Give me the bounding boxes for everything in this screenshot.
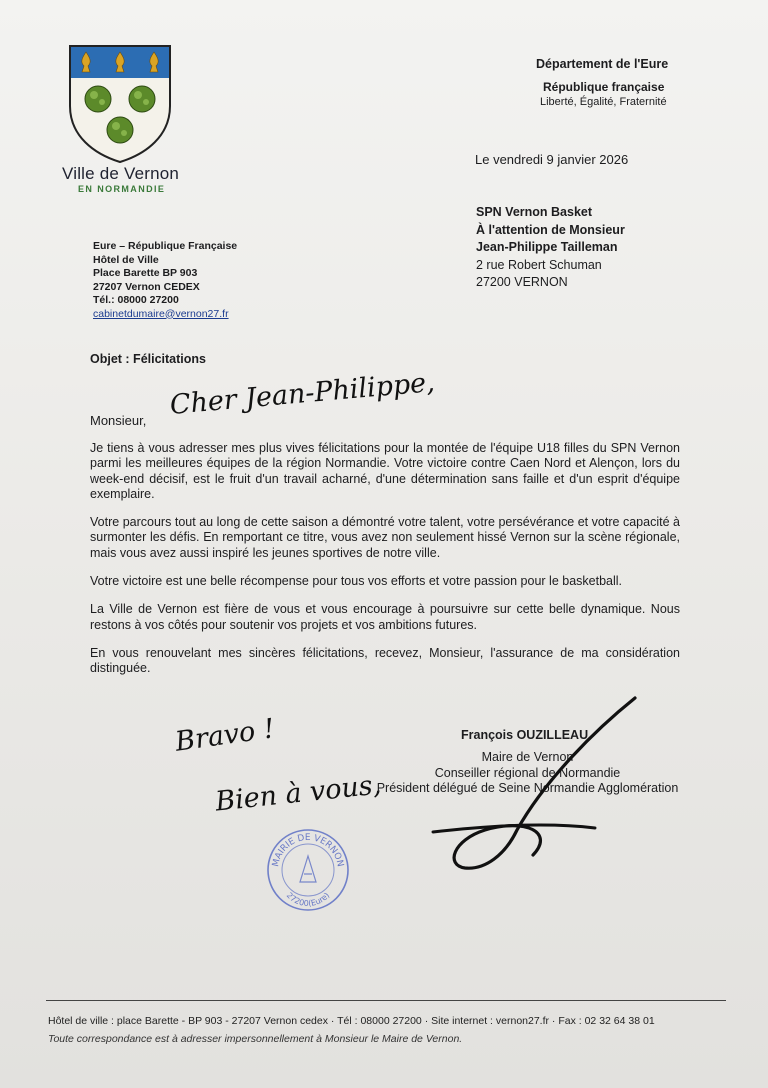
signatory-title: Maire de Vernon [481, 750, 574, 764]
salutation: Monsieur, [90, 413, 147, 428]
recipient-city: 27200 VERNON [476, 275, 568, 289]
sender-line3: Place Barette BP 903 [93, 267, 198, 279]
sender-address [93, 240, 237, 321]
sender-line1: Eure – République Française [93, 240, 238, 252]
city-subtitle: EN NORMANDIE [78, 184, 166, 194]
sender-line2: Hôtel de Ville [93, 253, 159, 266]
signatory-title: Président délégué de Seine Normandie Agglomération [376, 781, 679, 795]
handwritten-greeting: Cher Jean-Philippe, [168, 366, 436, 421]
sender-phone: Tél.: 08000 27200 [93, 294, 179, 306]
body-paragraph: Je tiens à vous adresser mes plus vives félicitations pour la montée de l'équipe U18 filles du SPN Vernon parmi les meilleures équipes de la région Normandie. Votre victoire contre Caen Nord et Alençon, lors du week-end décisif, est le fruit d'un travail acharné, d'une détermination sans faille et d'un esprit d'équipe exemplaire. [90, 441, 680, 501]
mairie-stamp [266, 828, 350, 912]
footer-address: Hôtel de ville : place Barette - BP 903 - 27207 Vernon cedex · Tél : 08000 27200 · Site internet : vernon27.fr · Fax : 02 32 64 38 01 [48, 1015, 655, 1027]
republic-label: République française [543, 80, 665, 94]
letter-body [90, 441, 680, 690]
stamp-text-bottom: 27200(Eure) [284, 890, 332, 909]
city-name: Ville de Vernon [62, 164, 180, 183]
recipient-org: SPN Vernon Basket [476, 205, 593, 219]
svg-text:MAIRIE DE VERNON [271, 833, 345, 868]
handwritten-closing: Bien à vous, [213, 769, 383, 818]
body-paragraph: Votre parcours tout au long de cette saison a démontré votre talent, votre persévérance et votre capacité à surmonter les défis. En remportant ce titre, vous avez non seulement hissé Vernon sur la scène régionale, mais vous avez aussi inspiré les jeunes sportives de notre ville. [90, 515, 680, 560]
svg-text:27200(Eure) [285, 891, 332, 908]
vernon-coat-of-arms-logo [68, 44, 172, 164]
body-paragraph: La Ville de Vernon est fière de vous et vous encourage à poursuivre sur cette belle dynamique. Nous restons à vos côtés pour soutenir vos projets et vos ambitions futures. [90, 602, 680, 632]
body-paragraph: Votre victoire est une belle récompense pour tous vos efforts et votre passion pour le basketball. [90, 574, 623, 589]
recipient-name: Jean-Philippe Tailleman [476, 240, 618, 254]
letter-subject: Objet : Félicitations [90, 352, 206, 366]
department-label: Département de l'Eure [536, 57, 669, 71]
signatory-title: Conseiller régional de Normandie [434, 765, 621, 780]
mayor-signature [425, 690, 645, 885]
sender-line4: 27207 Vernon CEDEX [93, 280, 200, 293]
stamp-text-top: MAIRIE DE VERNON [271, 832, 345, 868]
sender-email-link[interactable]: cabinetdumaire@vernon27.fr [93, 307, 229, 320]
signatory-name: François OUZILLEAU [461, 728, 589, 742]
recipient-address [476, 204, 625, 292]
footer-divider [46, 1000, 726, 1001]
national-motto: Liberté, Égalité, Fraternité [540, 96, 667, 108]
recipient-street: 2 rue Robert Schuman [476, 257, 602, 272]
body-paragraph: En vous renouvelant mes sincères félicitations, recevez, Monsieur, l'assurance de ma considération distinguée. [90, 645, 680, 676]
footer-note: Toute correspondance est à adresser impersonnellement à Monsieur le Maire de Vernon. [48, 1033, 463, 1045]
letter-date: Le vendredi 9 janvier 2026 [475, 152, 629, 167]
handwritten-bravo: Bravo ! [173, 713, 277, 758]
recipient-attention: À l'attention de Monsieur [476, 222, 625, 237]
